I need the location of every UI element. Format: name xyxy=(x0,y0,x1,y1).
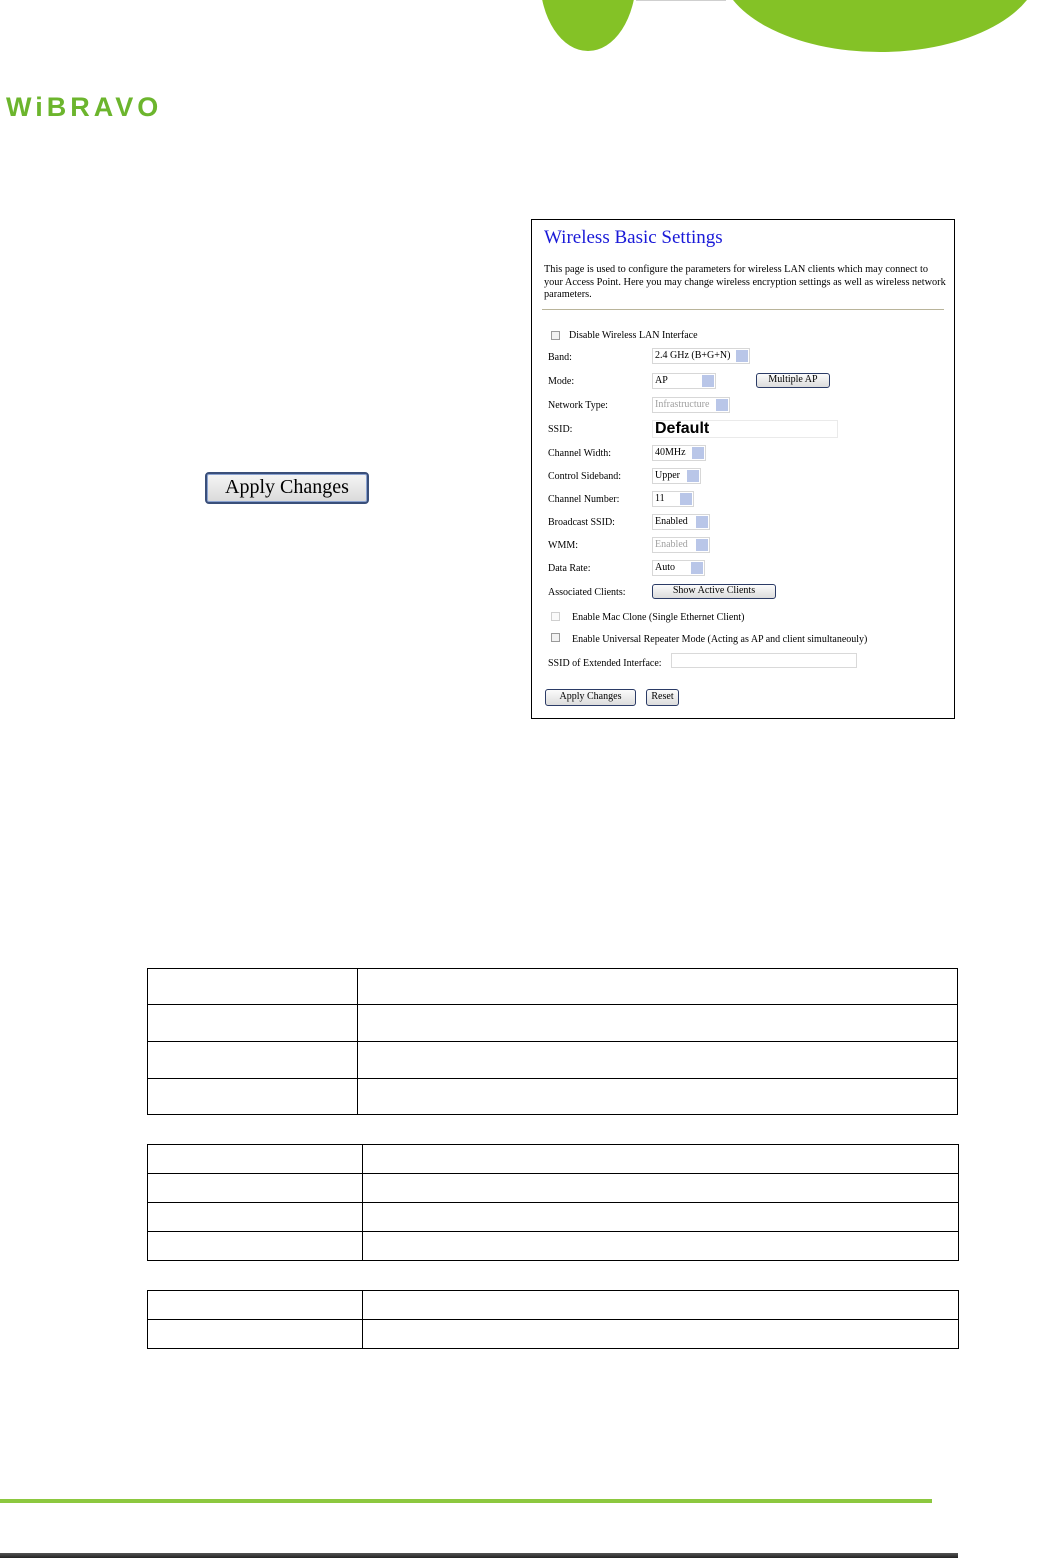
table-cell xyxy=(148,1042,358,1079)
table-row xyxy=(148,1232,959,1261)
chevron-down-icon xyxy=(687,470,699,482)
wibravo-logo: WiBRAVO xyxy=(6,92,163,122)
data-rate-value: Auto xyxy=(655,562,675,573)
apply-changes-button[interactable]: Apply Changes xyxy=(545,689,636,706)
panel-description: This page is used to configure the parameters for wireless LAN clients which may connect to your Access Point. Here you may change wireless encryption settings as well as wireless network parameters. xyxy=(544,264,946,300)
chevron-down-icon xyxy=(696,539,708,551)
table-cell xyxy=(363,1232,959,1261)
table-cell xyxy=(148,1079,358,1115)
band-select[interactable] xyxy=(652,348,750,364)
channel-width-select[interactable] xyxy=(652,445,706,461)
data-rate-label: Data Rate: xyxy=(548,563,591,574)
show-active-clients-button[interactable]: Show Active Clients xyxy=(652,584,776,599)
universal-repeater-checkbox[interactable] xyxy=(551,633,560,642)
control-sideband-label: Control Sideband: xyxy=(548,471,622,482)
table-cell xyxy=(363,1145,959,1174)
table-cell xyxy=(148,1145,363,1174)
apply-changes-button-large[interactable]: Apply Changes xyxy=(205,472,369,504)
mode-label: Mode: xyxy=(548,376,575,387)
table-row xyxy=(148,1145,959,1174)
table-cell xyxy=(358,969,958,1005)
table-cell xyxy=(363,1320,959,1349)
table-row xyxy=(148,1042,958,1079)
band-value: 2.4 GHz (B+G+N) xyxy=(655,350,731,361)
associated-clients-label: Associated Clients: xyxy=(548,587,626,598)
table-cell xyxy=(148,1291,363,1320)
multiple-ap-button[interactable]: Multiple AP xyxy=(756,373,830,388)
table-cell xyxy=(148,1320,363,1349)
network-type-value: Infrastructure xyxy=(655,399,710,410)
chevron-down-icon xyxy=(680,493,692,505)
table-cell xyxy=(148,1203,363,1232)
decorative-line xyxy=(636,0,726,1)
wireless-basic-settings-panel xyxy=(531,219,955,719)
mode-select[interactable] xyxy=(652,373,716,389)
ssid-extended-input[interactable] xyxy=(671,653,857,668)
table-cell xyxy=(148,1232,363,1261)
table-row xyxy=(148,1005,958,1042)
chevron-down-icon xyxy=(691,562,703,574)
table-row xyxy=(148,1174,959,1203)
mac-clone-label: Enable Mac Clone (Single Ethernet Client) xyxy=(572,612,745,623)
decorative-green-shape xyxy=(540,0,636,51)
network-type-select[interactable] xyxy=(652,397,730,413)
divider xyxy=(542,309,944,310)
disable-wlan-checkbox[interactable] xyxy=(551,331,560,340)
network-type-label: Network Type: xyxy=(548,400,608,411)
channel-width-label: Channel Width: xyxy=(548,448,612,459)
data-rate-select[interactable] xyxy=(652,560,705,576)
broadcast-ssid-select[interactable] xyxy=(652,514,710,530)
broadcast-ssid-value: Enabled xyxy=(655,516,688,527)
decorative-green-shape xyxy=(720,0,1038,52)
channel-number-value: 11 xyxy=(655,493,665,504)
channel-number-select[interactable] xyxy=(652,491,694,507)
wmm-value: Enabled xyxy=(655,539,688,550)
table-row xyxy=(148,1291,959,1320)
table-cell xyxy=(358,1042,958,1079)
table-cell xyxy=(358,1005,958,1042)
wmm-select[interactable] xyxy=(652,537,710,553)
table-row xyxy=(148,1079,958,1115)
mode-value: AP xyxy=(655,375,668,386)
empty-table-3 xyxy=(147,1290,959,1349)
reset-button[interactable]: Reset xyxy=(646,689,679,706)
table-cell xyxy=(363,1291,959,1320)
universal-repeater-label: Enable Universal Repeater Mode (Acting as AP and client simultaneouly) xyxy=(572,634,868,645)
mac-clone-checkbox[interactable] xyxy=(551,612,560,621)
ssid-input[interactable]: Default xyxy=(652,420,838,438)
channel-number-label: Channel Number: xyxy=(548,494,620,505)
broadcast-ssid-label: Broadcast SSID: xyxy=(548,517,615,528)
channel-width-value: 40MHz xyxy=(655,447,686,458)
chevron-down-icon xyxy=(702,375,714,387)
panel-title: Wireless Basic Settings xyxy=(544,227,723,248)
control-sideband-select[interactable] xyxy=(652,468,701,484)
control-sideband-value: Upper xyxy=(655,470,680,481)
table-cell xyxy=(358,1079,958,1115)
empty-table-2 xyxy=(147,1144,959,1261)
chevron-down-icon xyxy=(736,350,748,362)
ssid-label: SSID: xyxy=(548,424,573,435)
wmm-label: WMM: xyxy=(548,540,578,551)
footer-green-line xyxy=(0,1499,932,1503)
chevron-down-icon xyxy=(696,516,708,528)
disable-wlan-label: Disable Wireless LAN Interface xyxy=(569,330,698,341)
chevron-down-icon xyxy=(692,447,704,459)
table-cell xyxy=(363,1203,959,1232)
table-row xyxy=(148,1203,959,1232)
band-label: Band: xyxy=(548,352,572,363)
table-cell xyxy=(148,969,358,1005)
footer-dark-line xyxy=(0,1553,958,1558)
table-cell xyxy=(148,1174,363,1203)
table-row xyxy=(148,1320,959,1349)
table-cell xyxy=(363,1174,959,1203)
table-row xyxy=(148,969,958,1005)
empty-table-1 xyxy=(147,968,958,1115)
ssid-extended-label: SSID of Extended Interface: xyxy=(548,658,662,669)
table-cell xyxy=(148,1005,358,1042)
chevron-down-icon xyxy=(716,399,728,411)
